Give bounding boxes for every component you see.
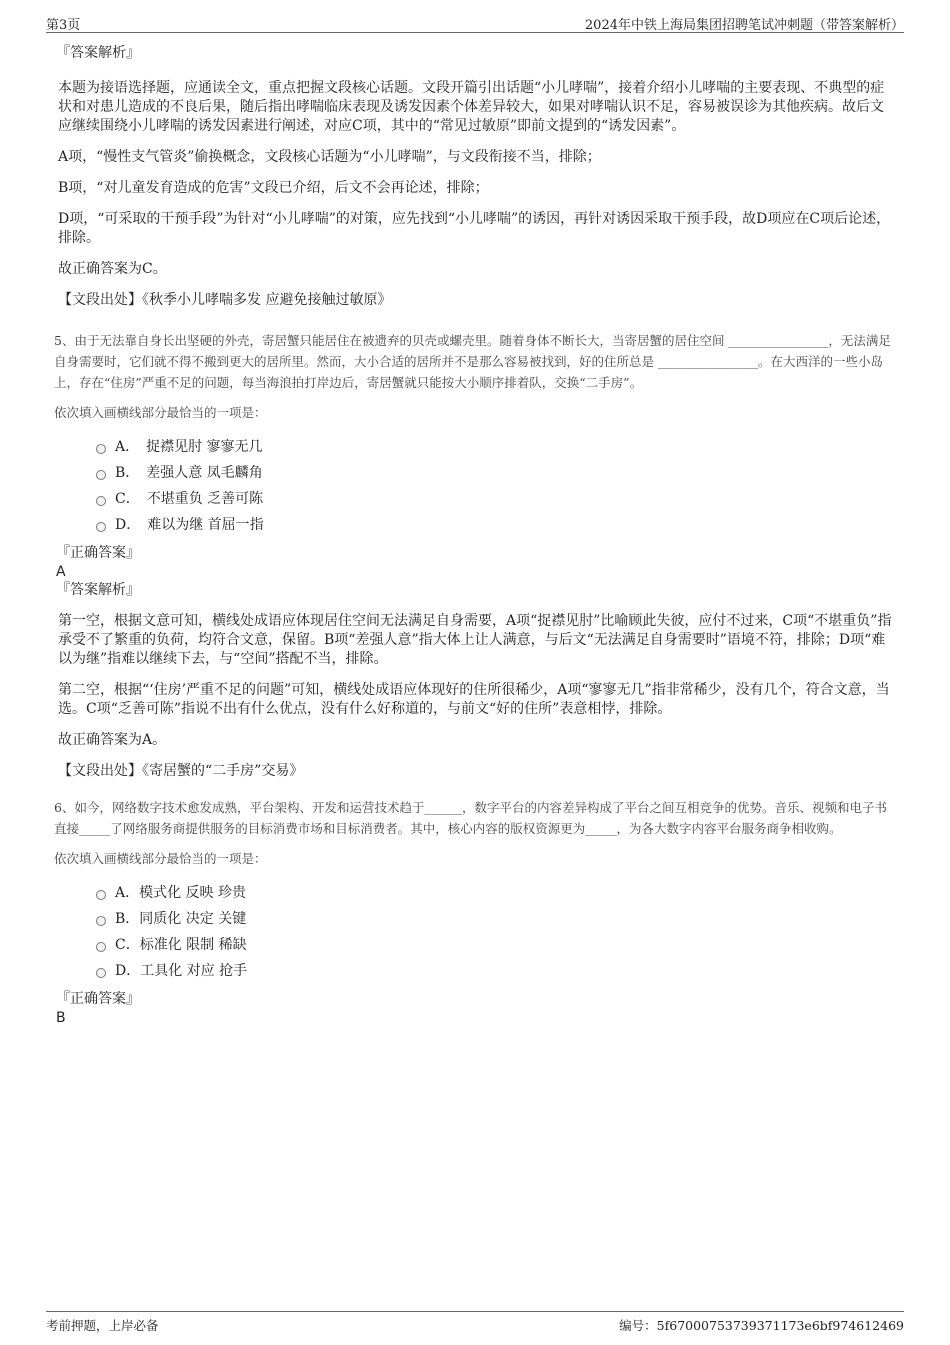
question-5-options: [96, 434, 894, 538]
source-citation: 【文段出处】《寄居蟹的“二手房”交易》: [58, 763, 304, 779]
analysis-conclusion: 故正确答案为C。: [58, 261, 167, 277]
analysis-paragraph: D项，“可采取的干预手段”为针对“小儿哮喘”的对策，应先找到“小儿哮喘”的诱因，再针对诱因采取干预手段，故D项应在C项后论述，排除。: [58, 211, 891, 246]
option-c[interactable]: C．标准化 限制 稀缺: [96, 932, 894, 958]
analysis-heading: 『答案解析』: [56, 582, 140, 598]
option-c[interactable]: C． 不堪重负 乏善可陈: [96, 486, 894, 512]
question-6-text: 6、如今，网络数字技术愈发成熟，平台架构、开发和运营技术趋于______，数字平台的内容差异构成了平台之间互相竞争的优势。音乐、视频和电子书直接_____了网络服务商提供服务的目标消费市场和目标消费者。其中，核心内容的版权资源更为_____，为各大数字内容平台服务商争相收购。: [54, 800, 887, 836]
radio-icon[interactable]: [96, 916, 106, 926]
radio-icon[interactable]: [96, 890, 106, 900]
radio-icon[interactable]: [96, 522, 106, 532]
question-6-options: [96, 880, 894, 984]
option-d[interactable]: D． 难以为继 首屈一指: [96, 512, 894, 538]
correct-answer: A: [56, 564, 66, 580]
analysis-paragraph: B项，“对儿童发育造成的危害”文段已介绍，后文不会再论述，排除；: [58, 180, 489, 196]
radio-icon[interactable]: [96, 968, 106, 978]
correct-answer-heading: 『正确答案』: [56, 991, 140, 1007]
radio-icon[interactable]: [96, 444, 106, 454]
analysis-heading: 『答案解析』: [56, 45, 140, 61]
document-title: 2024年中铁上海局集团招聘笔试冲刺题（带答案解析）: [584, 18, 904, 33]
analysis-paragraph: A项，“慢性支气管炎”偷换概念，文段核心话题为“小儿哮喘”，与文段衔接不当，排除；: [58, 149, 601, 165]
option-b[interactable]: B． 差强人意 凤毛麟角: [96, 460, 894, 486]
page-number: 第3页: [46, 18, 81, 33]
option-a[interactable]: A． 捉襟见肘 寥寥无几: [96, 434, 894, 460]
source-citation: 【文段出处】《秋季小儿哮喘多发 应避免接触过敏原》: [58, 292, 392, 308]
question-5-text: 5、由于无法靠自身长出坚硬的外壳，寄居蟹只能居住在被遗弃的贝壳或螺壳里。随着身体不断长大，当寄居蟹的居住空间 ________________，无法满足自身需要时，它们就不得不搬到更大的居所里。然而，大小合适的居所并不是那么容易被找到，好的住所总是 ________________。在大西洋的一些小岛上，存在“住房”严重不足的问题，每当海浪拍打岸边后，寄居蟹就只能按大小顺序排着队，交换“二手房”。: [54, 333, 891, 390]
document-code: 编号：5f67000753739371173e6bf974612469: [619, 1318, 904, 1333]
analysis-paragraph: 本题为接语选择题，应通读全文，重点把握文段核心话题。文段开篇引出话题“小儿哮喘”，接着介绍小儿哮喘的主要表现、不典型的症状和对患儿造成的不良后果，随后指出哮喘临床表现及诱发因素个体差异较大，如果对哮喘认识不足，容易被误诊为其他疾病。故后文应继续围绕小儿哮喘的诱发因素进行阐述，对应C项，其中的“常见过敏原”即前文提到的“诱发因素”。: [58, 80, 885, 134]
radio-icon[interactable]: [96, 496, 106, 506]
page-header: [46, 12, 904, 33]
correct-answer-heading: 『正确答案』: [56, 545, 140, 561]
analysis-paragraph: 第一空，根据文意可知，横线处成语应体现居住空间无法满足自身需要，A项“捉襟见肘”比喻顾此失彼，应付不过来，C项“不堪重负”指承受不了繁重的负荷，均符合文意，保留。B项“差强人意”指大体上让人满意，与后文“无法满足自身需要时”语境不符，排除；D项“难以为继”指难以继续下去，与“空间”搭配不当，排除。: [58, 613, 892, 667]
option-b[interactable]: B．同质化 决定 关键: [96, 906, 894, 932]
correct-answer: B: [56, 1010, 66, 1026]
option-a[interactable]: A．模式化 反映 珍贵: [96, 880, 894, 906]
radio-icon[interactable]: [96, 942, 106, 952]
analysis-conclusion: 故正确答案为A。: [58, 732, 167, 748]
page-content: [54, 44, 894, 1027]
page-footer: [46, 1311, 904, 1333]
analysis-paragraph: 第二空，根据“‘住房’严重不足的问题”可知，横线处成语应体现好的住所很稀少，A项“寥寥无几”指非常稀少，没有几个，符合文意，当选。C项“乏善可陈”指说不出有什么优点，没有什么好称道的，与前文“好的住所”表意相悖，排除。: [58, 682, 890, 717]
radio-icon[interactable]: [96, 470, 106, 480]
footer-slogan: 考前押题，上岸必备: [46, 1318, 159, 1333]
question-5-instruction: 依次填入画横线部分最恰当的一项是：: [54, 405, 267, 420]
question-6-instruction: 依次填入画横线部分最恰当的一项是：: [54, 851, 267, 866]
option-d[interactable]: D．工具化 对应 抢手: [96, 958, 894, 984]
